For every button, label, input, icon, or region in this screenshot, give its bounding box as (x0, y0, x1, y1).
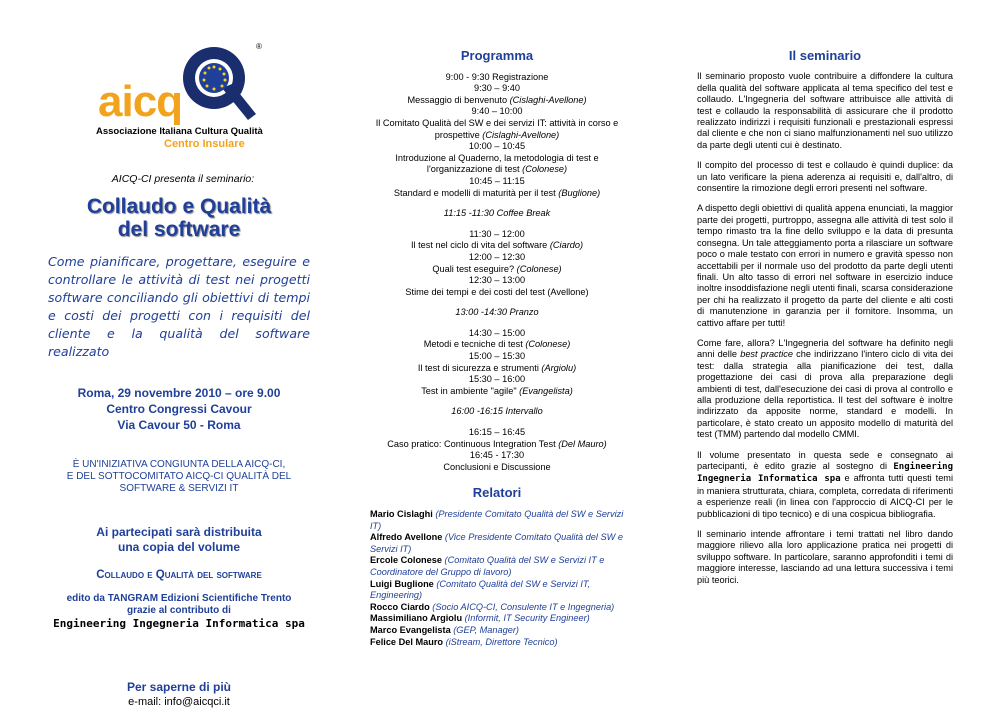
programma-block (362, 328, 632, 398)
programma-line (362, 164, 632, 176)
relatore-role: (iStream, Direttore Tecnico) (443, 636, 558, 647)
seminar-title (48, 195, 310, 241)
programma-line-text: Test in ambiente "agile" (421, 385, 520, 396)
programma-heading: Programma (460, 48, 534, 63)
distribution-note (48, 525, 310, 555)
seminario-paragraph-6: Il seminario intende affrontare i temi trattati nel libro dando maggiore rilievo alla loro applicazione pratica nei progetti di sviluppo software. In particolare, saranno approfonditi i temi di maggiore interesse, lasciando ad una lettura successiva i temi più teorici. (697, 529, 953, 585)
relatore-item (370, 637, 632, 649)
distribution-line1: Ai partecipati sarà distribuita (96, 525, 262, 539)
relatore-role: (Presidente Comitato Qualità del SW e Servizi IT) (370, 509, 624, 531)
sponsor-name: Engineering Ingegneria Informatica spa (53, 617, 305, 630)
programma-line (362, 141, 632, 153)
programma-line (362, 328, 632, 340)
programma-speaker: (Ciardo) (549, 240, 584, 251)
seminar-title-line2: del software (117, 218, 241, 241)
distribution-line2: una copia del volume (117, 540, 241, 554)
programma-line (362, 439, 632, 451)
relatore-name: Ercole Colonese (370, 555, 442, 566)
relatore-role: (Informit, IT Security Engineer) (462, 613, 590, 624)
registered-mark: ® (256, 42, 262, 51)
book-title: Collaudo e Qualità del software (96, 569, 262, 581)
programma-line (362, 240, 632, 252)
relatore-name: Mario Cislaghi (370, 509, 433, 519)
seminario-heading: Il seminario (788, 48, 862, 63)
programma-line (362, 95, 632, 107)
event-address: Via Cavour 50 - Roma (117, 418, 241, 432)
programma-break: 13:00 -14:30 Pranzo (455, 307, 539, 318)
programma-line (362, 153, 632, 165)
programma-line-text: Stime dei tempi e dei costi del test (Avellone) (405, 286, 589, 297)
programma-line (362, 275, 632, 287)
programma-line-text: 15:00 – 15:30 (468, 351, 526, 362)
logo-wordmark: aicq (98, 77, 183, 126)
programma-line-text: 9:40 – 10:00 (471, 106, 523, 117)
programma-line (362, 450, 632, 462)
relatori-list (362, 509, 632, 648)
programma-block (362, 229, 632, 299)
programma-speaker: (Argiolu) (541, 362, 577, 373)
relatore-item (370, 613, 632, 625)
programma-line-text: 12:30 – 13:00 (468, 275, 526, 286)
seminar-title-line1: Collaudo e Qualità (86, 195, 272, 218)
p4-part-b: che indirizzano l'intero ciclo di vita dei test: dalla strategia alla pianificazione dei test, dalla progettazione dei casi di prova alla preparazione degli ambienti di test, dall'esecuzione dei casi di prova al controllo e alla produzione della reportistica. Il test del software è inoltre indirizzato da apposite norme, standard e modelli. In particolare, è stato creato un apposito modello di maturità del test (TMM) partendo dal modello CMMI. (697, 349, 954, 440)
right-column (697, 50, 953, 595)
event-venue: Centro Congressi Cavour (106, 402, 252, 416)
programma-line-text: Conclusioni e Discussione (443, 461, 551, 472)
seminar-subtitle: Come pianificare, progettare, eseguire e controllare le attività di test nei progetti software conciliando gli obiettivi di tempi e costi dei progetti con i requisiti del cliente e la qualità del software realizzato (48, 254, 310, 359)
relatore-role: (Comitato Qualità del SW e Servizi IT, Engineering) (370, 578, 591, 601)
programma-line-text: Il test di sicurezza e strumenti (417, 362, 542, 373)
programma-speaker: (Evangelista) (519, 385, 573, 396)
relatori-heading: Relatori (472, 485, 522, 501)
programma-line (362, 287, 632, 299)
programma-block (362, 427, 632, 473)
programma-line (362, 363, 632, 375)
programma-line (362, 427, 632, 439)
programma-speaker: (Cislaghi-Avellone) (482, 129, 560, 140)
relatore-item (370, 532, 632, 555)
presenta-text: AICQ-CI presenta il seminario: (111, 173, 255, 185)
programma-line-text: 9:30 – 9:40 (474, 83, 520, 94)
logo-q-globe-icon (178, 40, 258, 122)
relatore-name: Marco Evangelista (370, 624, 451, 635)
programma-line (362, 130, 632, 142)
programma-line (362, 386, 632, 398)
programma-line (362, 351, 632, 363)
relatore-name: Massimiliano Argiolu (370, 613, 463, 624)
relatore-name: Rocco Ciardo (370, 601, 430, 612)
event-location (48, 385, 310, 433)
programma-speaker: (Colonese) (516, 263, 562, 274)
more-info-heading: Per saperne di più (126, 680, 232, 694)
programma-line-text: Metodi e tecniche di test (423, 339, 526, 350)
programma-line-text: Messaggio di benvenuto (407, 94, 510, 105)
programma-line-text: Quali test eseguire? (432, 263, 517, 274)
programma-line (362, 118, 632, 130)
publisher-note (48, 593, 310, 617)
seminario-paragraph-4 (697, 338, 953, 441)
relatore-role: (Socio AICQ-CI, Consulente IT e Ingegneria) (429, 601, 615, 612)
initiative-line3: SOFTWARE & SERVIZI IT (119, 483, 239, 494)
relatore-item (370, 602, 632, 614)
relatore-role: (Comitato Qualità del SW e Servizi IT e Coordinatore del Gruppo di lavoro) (370, 555, 605, 577)
programma-line-text: Caso pratico: Continuous Integration Test (387, 438, 559, 449)
programma-line (362, 72, 632, 84)
programma-line-text: 15:30 – 16:00 (468, 374, 526, 385)
programma-line-text: 11:30 – 12:00 (469, 228, 525, 239)
relatore-item (370, 579, 632, 602)
seminario-paragraph-1: Il seminario proposto vuole contribuire a diffondere la cultura della qualità del software applicata al tema specifico del test e collaudo. L'Ingegneria del software attribuisce alle attività di test e collaudo la responsabilità di assicurare che il prodotto realizzato indirizzi i requisiti funzionali e prestazionali espressi dal cliente e che non ci siano malfunzionamenti nel suo utilizzo da parte degli utenti cui è destinato. (697, 71, 953, 150)
programma-line (362, 83, 632, 95)
programma-line-text: 10:00 – 10:45 (468, 141, 526, 152)
programma-line-text: 16:15 – 16:45 (468, 427, 526, 438)
p4-part-a: Come fare, allora? L'Ingegneria del software ha definito negli anni delle (697, 337, 953, 360)
programma-line (362, 374, 632, 386)
relatore-name: Alfredo Avellone (370, 532, 443, 543)
relatore-role: (Vice Presidente Comitato Qualità del SW e Servizi IT) (370, 532, 623, 554)
programma-line (362, 188, 632, 200)
logo-centro-insulare: Centro Insulare (164, 138, 245, 150)
p5-part-a: Il volume presentato in questa sede e consegnato ai partecipanti, è edito grazie al sostegno di (697, 449, 953, 471)
programma-break: 16:00 -16:15 Intervallo (451, 406, 543, 417)
programma-block (362, 72, 632, 200)
programma-speaker: (Buglione) (558, 187, 601, 198)
programma-line (362, 339, 632, 351)
relatore-item (370, 555, 632, 578)
programma-line (362, 176, 632, 188)
publisher-line2: grazie al contributo di (127, 605, 231, 616)
programma-line (362, 252, 632, 264)
event-date: Roma, 29 novembre 2010 – ore 9.00 (77, 386, 281, 400)
programma-speaker: (Colonese) (525, 339, 571, 350)
programma-line-text: Il test nel ciclo di vita del software (410, 240, 550, 251)
p5-part-b: e affronta tutti questi temi in maniera strutturata, chiara, completa, corredata di riferimenti a esperienze reali (in linea con l'approccio di AICQ-CI per le pubblicazioni di tipo tecnico) e di una cospicua bibliografia. (697, 473, 953, 519)
seminario-paragraph-5 (697, 450, 953, 520)
relatore-name: Luigi Buglione (370, 578, 434, 589)
seminario-paragraph-3: A dispetto degli obiettivi di qualità appena enunciati, la maggior parte dei progetti, purtroppo, assegna alle attività di test solo il tempo rimasto tra la fine dello sviluppo e la data di presunta consegna. Un tale atteggiamento porta a rilasciare un software poco o male testato con errori in numero e gravità spesso non accettabili per il normale uso del prodotto da parte degli utenti finali. Un alto tasso di errori nel software in esercizio induce inoltre insoddisfazione negli utenti finali, scarsa considerazione per chi ha realizzato il progetto da parte del cliente e alti costi di manutenzione in garanzia per il fornitore. Insomma, un cattivo affare per tutti! (697, 203, 953, 328)
logo-association-name: Associazione Italiana Cultura Qualità (96, 126, 263, 137)
relatore-item (370, 509, 632, 532)
programma-line (362, 462, 632, 474)
relatore-role: (GEP, Manager) (450, 624, 519, 635)
relatore-item (370, 625, 632, 637)
left-column (48, 40, 310, 708)
initiative-line2: E DEL SOTTOCOMITATO AICQ-CI QUALITÀ DEL (66, 471, 292, 482)
programma-line-text: Standard e modelli di maturità per il test (393, 187, 559, 198)
programma-schedule (362, 72, 632, 474)
programma-break: 11:15 -11:30 Coffee Break (443, 208, 551, 219)
programma-line (362, 229, 632, 241)
programma-speaker: (Cislaghi-Avellone) (509, 94, 587, 105)
programma-line-text: 16:45 - 17:30 (469, 450, 525, 461)
programma-line-text: 12:00 – 12:30 (468, 251, 526, 262)
programma-speaker: (Colonese) (522, 164, 568, 175)
programma-line (362, 106, 632, 118)
initiative-line1: È UN'INIZIATIVA CONGIUNTA DELLA AICQ-CI, (72, 459, 286, 470)
relatore-name: Felice Del Mauro (370, 636, 444, 647)
contact-email: e-mail: info@aicqci.it (128, 696, 230, 708)
programma-line-text: 14:30 – 15:00 (468, 327, 526, 338)
seminario-paragraph-2: Il compito del processo di test e collaudo è quindi duplice: da un lato verificare la piena aderenza ai requisiti e, dall'altro, di consentire la rimozione degli errori presenti nel software. (697, 160, 953, 194)
middle-column (362, 50, 632, 648)
programma-line-text: prospettive (434, 129, 483, 140)
programma-line-text: Il Comitato Qualità del SW e dei servizi IT: attività in corso e (375, 117, 619, 128)
p4-emphasis: best practice (740, 349, 793, 360)
programma-line-text: l'organizzazione di test (426, 164, 523, 175)
programma-line (362, 264, 632, 276)
programma-line-text: 9:00 - 9:30 Registrazione (445, 71, 549, 82)
initiative-note (48, 459, 310, 495)
aicq-logo (96, 40, 286, 155)
programma-speaker: (Del Mauro) (558, 438, 607, 449)
programma-line-text: Introduzione al Quaderno, la metodologia di test e (395, 152, 599, 163)
programma-line-text: 10:45 – 11:15 (469, 175, 525, 186)
publisher-line1: edito da TANGRAM Edizioni Scientifiche Trento (66, 593, 292, 604)
p5-sponsor: Engineering Ingegneria Informatica spa (697, 462, 953, 485)
